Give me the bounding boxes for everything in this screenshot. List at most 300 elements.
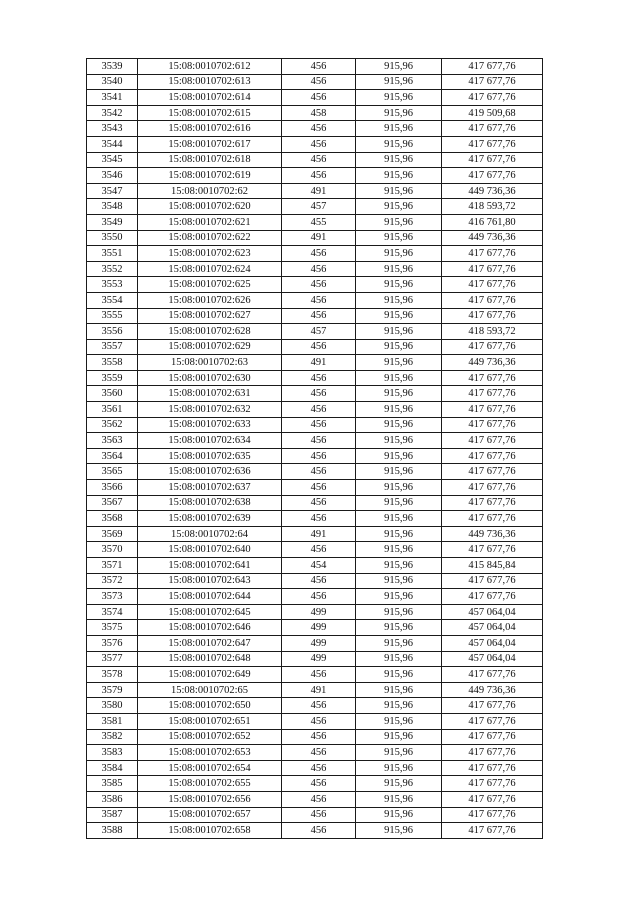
cadastral-value-cell: 417 677,76	[442, 573, 543, 589]
table-row	[87, 526, 543, 542]
area-cell: 499	[282, 635, 356, 651]
row-number-cell: 3542	[87, 105, 138, 121]
table-row	[87, 386, 543, 402]
table-body	[87, 59, 543, 839]
cadastral-number-cell: 15:08:0010702:616	[138, 121, 282, 137]
row-number-cell: 3541	[87, 90, 138, 106]
table-row	[87, 261, 543, 277]
table-row	[87, 74, 543, 90]
cadastral-value-cell: 449 736,36	[442, 183, 543, 199]
specific-value-cell: 915,96	[356, 292, 442, 308]
cadastral-number-cell: 15:08:0010702:651	[138, 713, 282, 729]
area-cell: 456	[282, 74, 356, 90]
specific-value-cell: 915,96	[356, 152, 442, 168]
area-cell: 456	[282, 121, 356, 137]
area-cell: 456	[282, 667, 356, 683]
specific-value-cell: 915,96	[356, 214, 442, 230]
row-number-cell: 3585	[87, 776, 138, 792]
area-cell: 456	[282, 277, 356, 293]
table-row	[87, 214, 543, 230]
specific-value-cell: 915,96	[356, 74, 442, 90]
cadastral-number-cell: 15:08:0010702:629	[138, 339, 282, 355]
cadastral-value-cell: 417 677,76	[442, 745, 543, 761]
table-row	[87, 90, 543, 106]
table-row	[87, 807, 543, 823]
cadastral-number-cell: 15:08:0010702:622	[138, 230, 282, 246]
cadastral-number-cell: 15:08:0010702:623	[138, 246, 282, 262]
area-cell: 456	[282, 90, 356, 106]
area-cell: 455	[282, 214, 356, 230]
cadastral-value-cell: 415 845,84	[442, 558, 543, 574]
row-number-cell: 3568	[87, 511, 138, 527]
specific-value-cell: 915,96	[356, 121, 442, 137]
area-cell: 456	[282, 511, 356, 527]
table-row	[87, 729, 543, 745]
row-number-cell: 3561	[87, 402, 138, 418]
area-cell: 456	[282, 573, 356, 589]
row-number-cell: 3583	[87, 745, 138, 761]
row-number-cell: 3543	[87, 121, 138, 137]
area-cell: 456	[282, 59, 356, 75]
cadastral-number-cell: 15:08:0010702:640	[138, 542, 282, 558]
cadastral-number-cell: 15:08:0010702:619	[138, 168, 282, 184]
cadastral-number-cell: 15:08:0010702:657	[138, 807, 282, 823]
area-cell: 456	[282, 261, 356, 277]
cadastral-value-cell: 417 677,76	[442, 495, 543, 511]
area-cell: 491	[282, 230, 356, 246]
table-row	[87, 417, 543, 433]
cadastral-value-cell: 417 677,76	[442, 90, 543, 106]
row-number-cell: 3551	[87, 246, 138, 262]
table-row	[87, 105, 543, 121]
table-row	[87, 121, 543, 137]
specific-value-cell: 915,96	[356, 791, 442, 807]
cadastral-value-cell: 417 677,76	[442, 74, 543, 90]
cadastral-value-cell: 419 509,68	[442, 105, 543, 121]
specific-value-cell: 915,96	[356, 433, 442, 449]
cadastral-number-cell: 15:08:0010702:652	[138, 729, 282, 745]
cadastral-value-cell: 457 064,04	[442, 651, 543, 667]
table-row	[87, 199, 543, 215]
cadastral-value-cell: 417 677,76	[442, 511, 543, 527]
area-cell: 491	[282, 355, 356, 371]
area-cell: 457	[282, 199, 356, 215]
row-number-cell: 3574	[87, 604, 138, 620]
specific-value-cell: 915,96	[356, 59, 442, 75]
row-number-cell: 3547	[87, 183, 138, 199]
cadastral-number-cell: 15:08:0010702:658	[138, 823, 282, 839]
cadastral-number-cell: 15:08:0010702:625	[138, 277, 282, 293]
cadastral-value-cell: 417 677,76	[442, 152, 543, 168]
specific-value-cell: 915,96	[356, 511, 442, 527]
cadastral-value-cell: 449 736,36	[442, 682, 543, 698]
row-number-cell: 3558	[87, 355, 138, 371]
cadastral-number-cell: 15:08:0010702:615	[138, 105, 282, 121]
area-cell: 456	[282, 136, 356, 152]
row-number-cell: 3552	[87, 261, 138, 277]
cadastral-value-cell: 417 677,76	[442, 308, 543, 324]
cadastral-value-cell: 417 677,76	[442, 760, 543, 776]
table-row	[87, 682, 543, 698]
row-number-cell: 3565	[87, 464, 138, 480]
cadastral-value-cell: 417 677,76	[442, 433, 543, 449]
specific-value-cell: 915,96	[356, 573, 442, 589]
cadastral-number-cell: 15:08:0010702:613	[138, 74, 282, 90]
specific-value-cell: 915,96	[356, 620, 442, 636]
table-row	[87, 495, 543, 511]
area-cell: 456	[282, 713, 356, 729]
cadastral-value-cell: 417 677,76	[442, 386, 543, 402]
area-cell: 456	[282, 339, 356, 355]
area-cell: 491	[282, 183, 356, 199]
specific-value-cell: 915,96	[356, 277, 442, 293]
cadastral-number-cell: 15:08:0010702:633	[138, 417, 282, 433]
table-row	[87, 402, 543, 418]
table-row	[87, 433, 543, 449]
specific-value-cell: 915,96	[356, 261, 442, 277]
specific-value-cell: 915,96	[356, 386, 442, 402]
table-row	[87, 136, 543, 152]
area-cell: 456	[282, 246, 356, 262]
cadastral-value-cell: 457 064,04	[442, 604, 543, 620]
area-cell: 456	[282, 745, 356, 761]
table-row	[87, 246, 543, 262]
table-row	[87, 339, 543, 355]
specific-value-cell: 915,96	[356, 776, 442, 792]
cadastral-number-cell: 15:08:0010702:637	[138, 480, 282, 496]
row-number-cell: 3586	[87, 791, 138, 807]
area-cell: 456	[282, 776, 356, 792]
row-number-cell: 3576	[87, 635, 138, 651]
area-cell: 456	[282, 168, 356, 184]
cadastral-number-cell: 15:08:0010702:62	[138, 183, 282, 199]
table-row	[87, 324, 543, 340]
table-row	[87, 589, 543, 605]
cadastral-number-cell: 15:08:0010702:648	[138, 651, 282, 667]
table-row	[87, 573, 543, 589]
specific-value-cell: 915,96	[356, 480, 442, 496]
area-cell: 456	[282, 495, 356, 511]
cadastral-value-cell: 449 736,36	[442, 526, 543, 542]
cadastral-value-cell: 417 677,76	[442, 136, 543, 152]
specific-value-cell: 915,96	[356, 698, 442, 714]
cadastral-number-cell: 15:08:0010702:656	[138, 791, 282, 807]
cadastral-value-cell: 417 677,76	[442, 713, 543, 729]
row-number-cell: 3569	[87, 526, 138, 542]
row-number-cell: 3587	[87, 807, 138, 823]
cadastral-number-cell: 15:08:0010702:626	[138, 292, 282, 308]
table-row	[87, 604, 543, 620]
row-number-cell: 3567	[87, 495, 138, 511]
cadastral-value-cell: 418 593,72	[442, 324, 543, 340]
cadastral-number-cell: 15:08:0010702:624	[138, 261, 282, 277]
cadastral-number-cell: 15:08:0010702:63	[138, 355, 282, 371]
area-cell: 499	[282, 651, 356, 667]
cadastral-value-cell: 417 677,76	[442, 729, 543, 745]
area-cell: 456	[282, 433, 356, 449]
cadastral-number-cell: 15:08:0010702:614	[138, 90, 282, 106]
specific-value-cell: 915,96	[356, 402, 442, 418]
table-row	[87, 448, 543, 464]
table-row	[87, 230, 543, 246]
cadastral-value-cell: 417 677,76	[442, 339, 543, 355]
specific-value-cell: 915,96	[356, 90, 442, 106]
cadastral-value-cell: 449 736,36	[442, 355, 543, 371]
specific-value-cell: 915,96	[356, 105, 442, 121]
specific-value-cell: 915,96	[356, 417, 442, 433]
row-number-cell: 3572	[87, 573, 138, 589]
row-number-cell: 3559	[87, 370, 138, 386]
cadastral-value-cell: 417 677,76	[442, 370, 543, 386]
cadastral-value-cell: 417 677,76	[442, 59, 543, 75]
row-number-cell: 3564	[87, 448, 138, 464]
cadastral-number-cell: 15:08:0010702:65	[138, 682, 282, 698]
table-row	[87, 760, 543, 776]
row-number-cell: 3570	[87, 542, 138, 558]
area-cell: 456	[282, 448, 356, 464]
cadastral-number-cell: 15:08:0010702:627	[138, 308, 282, 324]
specific-value-cell: 915,96	[356, 136, 442, 152]
row-number-cell: 3557	[87, 339, 138, 355]
cadastral-value-cell: 417 677,76	[442, 542, 543, 558]
area-cell: 499	[282, 604, 356, 620]
specific-value-cell: 915,96	[356, 682, 442, 698]
row-number-cell: 3575	[87, 620, 138, 636]
area-cell: 456	[282, 417, 356, 433]
area-cell: 456	[282, 402, 356, 418]
cadastral-number-cell: 15:08:0010702:647	[138, 635, 282, 651]
cadastral-number-cell: 15:08:0010702:612	[138, 59, 282, 75]
area-cell: 456	[282, 760, 356, 776]
area-cell: 456	[282, 698, 356, 714]
specific-value-cell: 915,96	[356, 542, 442, 558]
table-row	[87, 635, 543, 651]
row-number-cell: 3549	[87, 214, 138, 230]
table-row	[87, 651, 543, 667]
table-row	[87, 713, 543, 729]
cadastral-value-cell: 418 593,72	[442, 199, 543, 215]
row-number-cell: 3553	[87, 277, 138, 293]
area-cell: 491	[282, 526, 356, 542]
specific-value-cell: 915,96	[356, 589, 442, 605]
specific-value-cell: 915,96	[356, 464, 442, 480]
table-row	[87, 667, 543, 683]
cadastral-number-cell: 15:08:0010702:655	[138, 776, 282, 792]
cadastral-value-cell: 417 677,76	[442, 698, 543, 714]
specific-value-cell: 915,96	[356, 823, 442, 839]
row-number-cell: 3584	[87, 760, 138, 776]
cadastral-value-cell: 417 677,76	[442, 168, 543, 184]
row-number-cell: 3571	[87, 558, 138, 574]
table-row	[87, 183, 543, 199]
table-row	[87, 59, 543, 75]
table-row	[87, 168, 543, 184]
cadastral-value-cell: 416 761,80	[442, 214, 543, 230]
cadastral-value-cell: 457 064,04	[442, 635, 543, 651]
cadastral-value-cell: 417 677,76	[442, 791, 543, 807]
cadastral-number-cell: 15:08:0010702:641	[138, 558, 282, 574]
specific-value-cell: 915,96	[356, 168, 442, 184]
row-number-cell: 3550	[87, 230, 138, 246]
cadastral-value-cell: 417 677,76	[442, 823, 543, 839]
row-number-cell: 3578	[87, 667, 138, 683]
cadastral-value-cell: 417 677,76	[442, 121, 543, 137]
specific-value-cell: 915,96	[356, 729, 442, 745]
row-number-cell: 3566	[87, 480, 138, 496]
row-number-cell: 3554	[87, 292, 138, 308]
cadastral-value-cell: 417 677,76	[442, 807, 543, 823]
table-row	[87, 542, 543, 558]
row-number-cell: 3581	[87, 713, 138, 729]
cadastral-number-cell: 15:08:0010702:631	[138, 386, 282, 402]
table-row	[87, 292, 543, 308]
cadastral-number-cell: 15:08:0010702:644	[138, 589, 282, 605]
row-number-cell: 3539	[87, 59, 138, 75]
cadastral-number-cell: 15:08:0010702:628	[138, 324, 282, 340]
table-row	[87, 152, 543, 168]
area-cell: 456	[282, 823, 356, 839]
specific-value-cell: 915,96	[356, 604, 442, 620]
cadastral-number-cell: 15:08:0010702:639	[138, 511, 282, 527]
cadastral-number-cell: 15:08:0010702:618	[138, 152, 282, 168]
area-cell: 456	[282, 370, 356, 386]
specific-value-cell: 915,96	[356, 448, 442, 464]
specific-value-cell: 915,96	[356, 355, 442, 371]
specific-value-cell: 915,96	[356, 745, 442, 761]
specific-value-cell: 915,96	[356, 370, 442, 386]
cadastral-number-cell: 15:08:0010702:649	[138, 667, 282, 683]
cadastral-number-cell: 15:08:0010702:650	[138, 698, 282, 714]
row-number-cell: 3588	[87, 823, 138, 839]
table-row	[87, 511, 543, 527]
area-cell: 456	[282, 152, 356, 168]
table-row	[87, 620, 543, 636]
area-cell: 458	[282, 105, 356, 121]
specific-value-cell: 915,96	[356, 183, 442, 199]
row-number-cell: 3544	[87, 136, 138, 152]
row-number-cell: 3556	[87, 324, 138, 340]
table-row	[87, 370, 543, 386]
specific-value-cell: 915,96	[356, 558, 442, 574]
cadastral-value-cell: 417 677,76	[442, 417, 543, 433]
area-cell: 457	[282, 324, 356, 340]
cadastral-value-cell: 417 677,76	[442, 277, 543, 293]
cadastral-value-cell: 449 736,36	[442, 230, 543, 246]
table-row	[87, 355, 543, 371]
specific-value-cell: 915,96	[356, 667, 442, 683]
specific-value-cell: 915,96	[356, 495, 442, 511]
row-number-cell: 3548	[87, 199, 138, 215]
cadastral-value-cell: 417 677,76	[442, 589, 543, 605]
table-row	[87, 791, 543, 807]
cadastral-number-cell: 15:08:0010702:634	[138, 433, 282, 449]
row-number-cell: 3579	[87, 682, 138, 698]
area-cell: 456	[282, 292, 356, 308]
cadastral-number-cell: 15:08:0010702:645	[138, 604, 282, 620]
area-cell: 491	[282, 682, 356, 698]
area-cell: 456	[282, 386, 356, 402]
table-row	[87, 308, 543, 324]
specific-value-cell: 915,96	[356, 324, 442, 340]
area-cell: 456	[282, 589, 356, 605]
area-cell: 456	[282, 542, 356, 558]
cadastral-number-cell: 15:08:0010702:636	[138, 464, 282, 480]
table-row	[87, 698, 543, 714]
cadastral-number-cell: 15:08:0010702:632	[138, 402, 282, 418]
cadastral-number-cell: 15:08:0010702:635	[138, 448, 282, 464]
cadastral-value-cell: 457 064,04	[442, 620, 543, 636]
cadastral-value-cell: 417 677,76	[442, 776, 543, 792]
area-cell: 454	[282, 558, 356, 574]
area-cell: 456	[282, 729, 356, 745]
area-cell: 456	[282, 480, 356, 496]
specific-value-cell: 915,96	[356, 760, 442, 776]
specific-value-cell: 915,96	[356, 651, 442, 667]
area-cell: 456	[282, 308, 356, 324]
row-number-cell: 3545	[87, 152, 138, 168]
specific-value-cell: 915,96	[356, 713, 442, 729]
cadastral-number-cell: 15:08:0010702:64	[138, 526, 282, 542]
cadastral-number-cell: 15:08:0010702:630	[138, 370, 282, 386]
table-row	[87, 464, 543, 480]
row-number-cell: 3546	[87, 168, 138, 184]
cadastral-number-cell: 15:08:0010702:646	[138, 620, 282, 636]
specific-value-cell: 915,96	[356, 339, 442, 355]
cadastral-number-cell: 15:08:0010702:654	[138, 760, 282, 776]
specific-value-cell: 915,96	[356, 807, 442, 823]
row-number-cell: 3582	[87, 729, 138, 745]
row-number-cell: 3562	[87, 417, 138, 433]
cadastral-number-cell: 15:08:0010702:620	[138, 199, 282, 215]
row-number-cell: 3563	[87, 433, 138, 449]
cadastral-number-cell: 15:08:0010702:643	[138, 573, 282, 589]
area-cell: 456	[282, 807, 356, 823]
specific-value-cell: 915,96	[356, 308, 442, 324]
specific-value-cell: 915,96	[356, 246, 442, 262]
row-number-cell: 3560	[87, 386, 138, 402]
specific-value-cell: 915,96	[356, 635, 442, 651]
row-number-cell: 3580	[87, 698, 138, 714]
cadastral-value-cell: 417 677,76	[442, 246, 543, 262]
row-number-cell: 3577	[87, 651, 138, 667]
cadastral-number-cell: 15:08:0010702:621	[138, 214, 282, 230]
table-row	[87, 776, 543, 792]
area-cell: 456	[282, 464, 356, 480]
table-row	[87, 480, 543, 496]
cadastral-value-cell: 417 677,76	[442, 402, 543, 418]
cadastral-value-cell: 417 677,76	[442, 292, 543, 308]
cadastral-value-cell: 417 677,76	[442, 261, 543, 277]
table-row	[87, 745, 543, 761]
cadastral-value-cell: 417 677,76	[442, 448, 543, 464]
area-cell: 499	[282, 620, 356, 636]
table-row	[87, 823, 543, 839]
row-number-cell: 3555	[87, 308, 138, 324]
area-cell: 456	[282, 791, 356, 807]
row-number-cell: 3573	[87, 589, 138, 605]
cadastral-value-cell: 417 677,76	[442, 480, 543, 496]
table-row	[87, 277, 543, 293]
table-row	[87, 558, 543, 574]
specific-value-cell: 915,96	[356, 199, 442, 215]
row-number-cell: 3540	[87, 74, 138, 90]
specific-value-cell: 915,96	[356, 526, 442, 542]
cadastral-number-cell: 15:08:0010702:617	[138, 136, 282, 152]
cadastral-value-cell: 417 677,76	[442, 667, 543, 683]
cadastral-value-cell: 417 677,76	[442, 464, 543, 480]
cadastral-number-cell: 15:08:0010702:638	[138, 495, 282, 511]
specific-value-cell: 915,96	[356, 230, 442, 246]
